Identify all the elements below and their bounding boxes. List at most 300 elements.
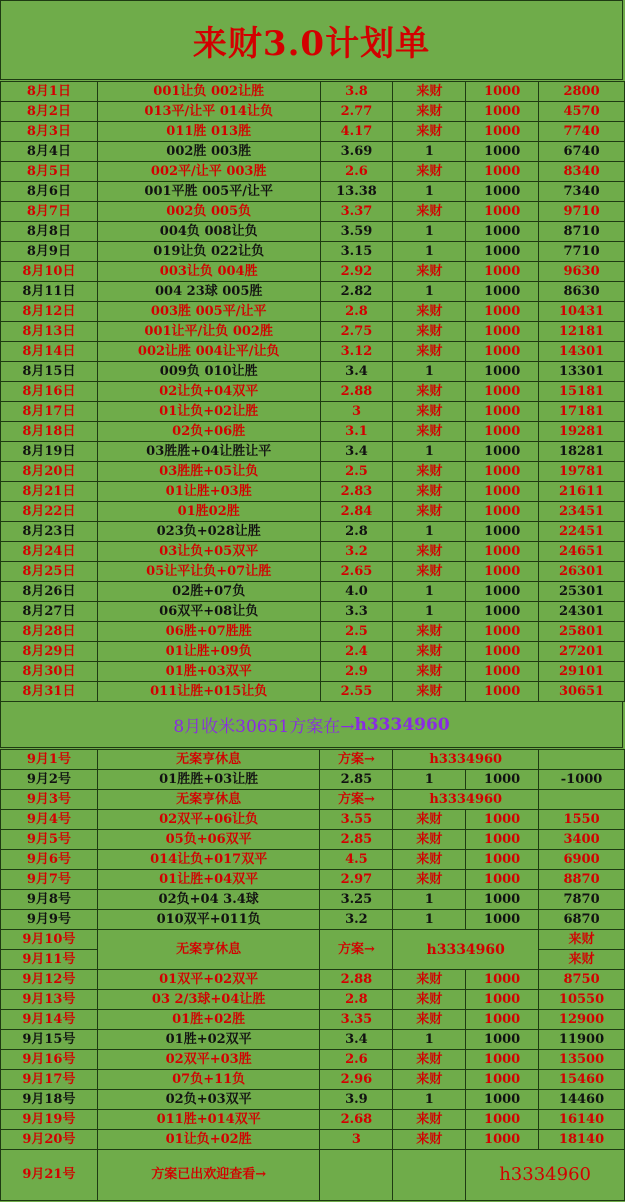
table-row <box>1 502 625 522</box>
row-result: 来财 <box>393 1050 466 1070</box>
row-stake: 1000 <box>466 362 539 382</box>
row-plan: 001让平/让负 002胜 <box>97 322 320 342</box>
table-row <box>1 1090 625 1110</box>
table-row <box>1 810 625 830</box>
row-plan: 02胜+07负 <box>97 582 320 602</box>
row-stake: 1000 <box>466 82 539 102</box>
row-date: 9月5号 <box>1 830 98 850</box>
row-total: 4570 <box>539 102 625 122</box>
row-result: 来财 <box>393 502 466 522</box>
row-plan: 023负+028让胜 <box>97 522 320 542</box>
row-code: h3334960 <box>393 930 539 970</box>
row-date: 9月11号 <box>1 950 98 970</box>
row-result: 来财 <box>393 682 466 702</box>
row-code: h3334960 <box>393 750 539 770</box>
table-row <box>1 1070 625 1090</box>
row-plan: 002平/让平 003胜 <box>97 162 320 182</box>
row-stake: 1000 <box>466 810 539 830</box>
row-odds: 3.2 <box>320 910 393 930</box>
row-date: 8月13日 <box>1 322 98 342</box>
row-stake: 1000 <box>466 770 539 790</box>
row-date: 8月23日 <box>1 522 98 542</box>
table-row <box>1 602 625 622</box>
row-result: 来财 <box>393 990 466 1010</box>
table-row <box>1 182 625 202</box>
row-odds: 3.3 <box>320 602 393 622</box>
table-row <box>1 830 625 850</box>
row-odds: 2.82 <box>320 282 393 302</box>
row-date: 8月15日 <box>1 362 98 382</box>
row-date: 8月19日 <box>1 442 98 462</box>
table-row <box>1 622 625 642</box>
row-plan: 02双平+06让负 <box>97 810 320 830</box>
row-odds: 2.68 <box>320 1110 393 1130</box>
row-plan: 002负 005负 <box>97 202 320 222</box>
table-row <box>1 442 625 462</box>
row-result: 来财 <box>393 1130 466 1150</box>
table-row <box>1 1110 625 1130</box>
table-row <box>1 850 625 870</box>
row-date: 8月22日 <box>1 502 98 522</box>
row-result: 来财 <box>393 542 466 562</box>
row-date: 8月31日 <box>1 682 98 702</box>
row-plan: 02负+03双平 <box>97 1090 320 1110</box>
row-total: 8870 <box>539 870 625 890</box>
table-row <box>1 242 625 262</box>
row-plan: 01让负+02胜 <box>97 1130 320 1150</box>
table-row <box>1 890 625 910</box>
row-total: 7710 <box>539 242 625 262</box>
september-table <box>0 749 625 1201</box>
row-result: 来财 <box>393 850 466 870</box>
row-date: 8月9日 <box>1 242 98 262</box>
row-stake: 1000 <box>466 890 539 910</box>
row-date: 8月14日 <box>1 342 98 362</box>
row-plan: 03 2/3球+04让胜 <box>97 990 320 1010</box>
row-odds: 4.17 <box>320 122 393 142</box>
row-total: 26301 <box>539 562 625 582</box>
row-plan: 010双平+011负 <box>97 910 320 930</box>
row-plan: 02双平+03胜 <box>97 1050 320 1070</box>
row-result: 1 <box>393 522 466 542</box>
row-total: 7740 <box>539 122 625 142</box>
row-odds: 2.88 <box>320 382 393 402</box>
row-result: 1 <box>393 1090 466 1110</box>
row-date: 8月3日 <box>1 122 98 142</box>
row-total: 19281 <box>539 422 625 442</box>
row-stake: 1000 <box>466 262 539 282</box>
row-stake: 1000 <box>466 442 539 462</box>
row-result: 1 <box>393 770 466 790</box>
row-stake: 1000 <box>466 462 539 482</box>
row-total: 22451 <box>539 522 625 542</box>
row-plan: 无案亨休息 <box>97 790 320 810</box>
row-stake: 1000 <box>466 522 539 542</box>
row-plan: 07负+11负 <box>97 1070 320 1090</box>
row-plan: 05负+06双平 <box>97 830 320 850</box>
row-empty <box>320 1150 393 1201</box>
table-row <box>1 642 625 662</box>
table-row <box>1 382 625 402</box>
row-plan: 01让胜+09负 <box>97 642 320 662</box>
row-odds: 2.84 <box>320 502 393 522</box>
row-plan: 06胜+07胜胜 <box>97 622 320 642</box>
table-row <box>1 222 625 242</box>
row-odds: 2.75 <box>320 322 393 342</box>
row-stake: 1000 <box>466 222 539 242</box>
row-plan: 无案亨休息 <box>97 930 320 970</box>
row-code: h3334960 <box>393 790 539 810</box>
row-total: 8630 <box>539 282 625 302</box>
row-date: 8月24日 <box>1 542 98 562</box>
row-arrow: 方案→ <box>320 750 393 770</box>
table-row <box>1 342 625 362</box>
row-stake: 1000 <box>466 910 539 930</box>
row-date: 8月11日 <box>1 282 98 302</box>
row-odds: 3.59 <box>320 222 393 242</box>
row-stake: 1000 <box>466 1010 539 1030</box>
row-total: 14301 <box>539 342 625 362</box>
row-total: 23451 <box>539 502 625 522</box>
row-stake: 1000 <box>466 870 539 890</box>
table-row <box>1 750 625 770</box>
row-stake: 1000 <box>466 970 539 990</box>
row-odds: 2.96 <box>320 1070 393 1090</box>
row-odds: 2.8 <box>320 990 393 1010</box>
row-stake: 1000 <box>466 990 539 1010</box>
row-odds: 2.5 <box>320 622 393 642</box>
row-total: 16140 <box>539 1110 625 1130</box>
row-total: 11900 <box>539 1030 625 1050</box>
row-result: 来财 <box>393 202 466 222</box>
row-stake: 1000 <box>466 542 539 562</box>
row-plan: 01让负+02让胜 <box>97 402 320 422</box>
row-plan: 001平胜 005平/让平 <box>97 182 320 202</box>
row-result: 来财 <box>393 322 466 342</box>
table-row <box>1 82 625 102</box>
row-result: 来财 <box>539 950 625 970</box>
row-result: 来财 <box>393 122 466 142</box>
row-stake: 1000 <box>466 142 539 162</box>
row-result: 来财 <box>393 382 466 402</box>
august-table <box>0 81 625 702</box>
table-row <box>1 402 625 422</box>
row-stake: 1000 <box>466 502 539 522</box>
row-result: 1 <box>393 282 466 302</box>
row-date: 8月21日 <box>1 482 98 502</box>
summary-text: 8月收米30651方案在→ <box>173 717 355 737</box>
row-result: 来财 <box>393 562 466 582</box>
row-stake: 1000 <box>466 642 539 662</box>
row-plan: 02让负+04双平 <box>97 382 320 402</box>
row-plan: 019让负 022让负 <box>97 242 320 262</box>
row-total: 6740 <box>539 142 625 162</box>
row-total: 30651 <box>539 682 625 702</box>
table-row <box>1 562 625 582</box>
row-date: 9月20号 <box>1 1130 98 1150</box>
row-stake: 1000 <box>466 1130 539 1150</box>
row-plan: 013平/让平 014让负 <box>97 102 320 122</box>
row-date: 9月17号 <box>1 1070 98 1090</box>
row-total: 14460 <box>539 1090 625 1110</box>
row-total: 27201 <box>539 642 625 662</box>
table-row <box>1 522 625 542</box>
row-result: 来财 <box>393 262 466 282</box>
row-plan: 011胜+014双平 <box>97 1110 320 1130</box>
row-date: 8月4日 <box>1 142 98 162</box>
row-stake: 1000 <box>466 1070 539 1090</box>
row-date: 8月25日 <box>1 562 98 582</box>
row-date: 9月10号 <box>1 930 98 950</box>
row-plan: 003让负 004胜 <box>97 262 320 282</box>
row-plan: 03胜胜+05让负 <box>97 462 320 482</box>
row-result: 1 <box>393 910 466 930</box>
row-total: -1000 <box>539 770 625 790</box>
row-odds: 2.6 <box>320 162 393 182</box>
row-result: 来财 <box>393 870 466 890</box>
table-row <box>1 1130 625 1150</box>
row-result: 来财 <box>393 810 466 830</box>
row-date: 8月2日 <box>1 102 98 122</box>
row-total: 8750 <box>539 970 625 990</box>
row-odds: 3.55 <box>320 810 393 830</box>
row-odds: 3 <box>320 402 393 422</box>
row-stake: 1000 <box>466 850 539 870</box>
row-odds: 2.55 <box>320 682 393 702</box>
row-plan: 无案亨休息 <box>97 750 320 770</box>
row-stake: 1000 <box>466 1050 539 1070</box>
row-plan: 009负 010让胜 <box>97 362 320 382</box>
row-result: 来财 <box>393 662 466 682</box>
row-plan: 01胜+03双平 <box>97 662 320 682</box>
row-stake: 1000 <box>466 402 539 422</box>
row-date: 8月18日 <box>1 422 98 442</box>
table-row <box>1 102 625 122</box>
row-odds: 13.38 <box>320 182 393 202</box>
row-plan: 05让平让负+07让胜 <box>97 562 320 582</box>
row-stake: 1000 <box>466 182 539 202</box>
row-result: 来财 <box>393 970 466 990</box>
row-total: 7340 <box>539 182 625 202</box>
row-plan: 02负+06胜 <box>97 422 320 442</box>
row-stake: 1000 <box>466 482 539 502</box>
row-plan: 011胜 013胜 <box>97 122 320 142</box>
row-stake: 1000 <box>466 102 539 122</box>
row-result: 1 <box>393 890 466 910</box>
row-total: 12181 <box>539 322 625 342</box>
row-result: 1 <box>393 182 466 202</box>
row-plan: 03让负+05双平 <box>97 542 320 562</box>
row-date: 8月28日 <box>1 622 98 642</box>
row-date: 9月12号 <box>1 970 98 990</box>
row-stake: 1000 <box>466 162 539 182</box>
table-row <box>1 122 625 142</box>
row-stake: 1000 <box>466 202 539 222</box>
row-total: 7870 <box>539 890 625 910</box>
row-odds: 2.65 <box>320 562 393 582</box>
table-row <box>1 422 625 442</box>
row-code: h3334960 <box>466 1150 625 1201</box>
row-result: 来财 <box>393 342 466 362</box>
row-plan: 011让胜+015让负 <box>97 682 320 702</box>
row-total <box>539 750 625 770</box>
row-date: 8月7日 <box>1 202 98 222</box>
row-total: 13301 <box>539 362 625 382</box>
row-result: 来财 <box>393 622 466 642</box>
table-row <box>1 770 625 790</box>
row-odds: 3.35 <box>320 1010 393 1030</box>
row-plan: 01让胜+03胜 <box>97 482 320 502</box>
row-total: 9710 <box>539 202 625 222</box>
row-odds: 2.8 <box>320 302 393 322</box>
row-date: 8月1日 <box>1 82 98 102</box>
august-summary <box>0 701 623 748</box>
table-row <box>1 582 625 602</box>
row-date: 8月16日 <box>1 382 98 402</box>
row-plan: 01胜+02胜 <box>97 1010 320 1030</box>
table-row <box>1 1030 625 1050</box>
row-stake: 1000 <box>466 422 539 442</box>
row-date: 9月7号 <box>1 870 98 890</box>
table-row <box>1 162 625 182</box>
row-date: 9月15号 <box>1 1030 98 1050</box>
row-total <box>539 790 625 810</box>
row-total: 10431 <box>539 302 625 322</box>
row-plan: 方案已出欢迎查看→ <box>97 1150 320 1201</box>
row-total: 10550 <box>539 990 625 1010</box>
row-date: 9月8号 <box>1 890 98 910</box>
row-odds: 4.0 <box>320 582 393 602</box>
row-result: 1 <box>393 142 466 162</box>
row-result: 来财 <box>393 82 466 102</box>
row-result: 来财 <box>393 1110 466 1130</box>
row-total: 15460 <box>539 1070 625 1090</box>
table-row <box>1 302 625 322</box>
row-plan: 002让胜 004让平/让负 <box>97 342 320 362</box>
row-total: 8710 <box>539 222 625 242</box>
row-stake: 1000 <box>466 1030 539 1050</box>
row-odds: 2.85 <box>320 770 393 790</box>
table-row <box>1 1050 625 1070</box>
row-result: 1 <box>393 582 466 602</box>
row-total: 24651 <box>539 542 625 562</box>
row-date: 8月6日 <box>1 182 98 202</box>
table-row <box>1 362 625 382</box>
row-date: 8月29日 <box>1 642 98 662</box>
row-date: 8月5日 <box>1 162 98 182</box>
table-row <box>1 910 625 930</box>
row-plan: 06双平+08让负 <box>97 602 320 622</box>
row-total: 6900 <box>539 850 625 870</box>
row-date: 8月17日 <box>1 402 98 422</box>
row-result: 来财 <box>393 462 466 482</box>
row-date: 9月21号 <box>1 1150 98 1201</box>
row-odds: 3.37 <box>320 202 393 222</box>
row-odds: 3.69 <box>320 142 393 162</box>
row-plan: 03胜胜+04让胜让平 <box>97 442 320 462</box>
row-result: 来财 <box>539 930 625 950</box>
row-date: 9月9号 <box>1 910 98 930</box>
row-odds: 3 <box>320 1130 393 1150</box>
row-stake: 1000 <box>466 662 539 682</box>
row-date: 8月27日 <box>1 602 98 622</box>
row-plan: 01胜胜+03让胜 <box>97 770 320 790</box>
row-plan: 01胜02胜 <box>97 502 320 522</box>
row-odds: 3.2 <box>320 542 393 562</box>
row-stake: 1000 <box>466 830 539 850</box>
row-total: 18140 <box>539 1130 625 1150</box>
table-row <box>1 322 625 342</box>
row-result: 来财 <box>393 642 466 662</box>
row-stake: 1000 <box>466 682 539 702</box>
page-title: 来财3.0计划单 <box>0 0 623 80</box>
row-total: 3400 <box>539 830 625 850</box>
row-empty <box>393 1150 466 1201</box>
table-row <box>1 142 625 162</box>
table-row <box>1 262 625 282</box>
row-total: 25301 <box>539 582 625 602</box>
row-plan: 01双平+02双平 <box>97 970 320 990</box>
row-result: 来财 <box>393 482 466 502</box>
table-row <box>1 1150 625 1201</box>
row-date: 9月4号 <box>1 810 98 830</box>
row-date: 8月10日 <box>1 262 98 282</box>
row-odds: 2.6 <box>320 1050 393 1070</box>
table-row <box>1 1010 625 1030</box>
row-odds: 2.77 <box>320 102 393 122</box>
row-stake: 1000 <box>466 322 539 342</box>
row-total: 25801 <box>539 622 625 642</box>
row-odds: 3.4 <box>320 362 393 382</box>
row-odds: 3.15 <box>320 242 393 262</box>
row-odds: 2.8 <box>320 522 393 542</box>
row-result: 1 <box>393 242 466 262</box>
table-row <box>1 202 625 222</box>
row-odds: 3.4 <box>320 1030 393 1050</box>
table-row <box>1 790 625 810</box>
row-date: 8月30日 <box>1 662 98 682</box>
table-row <box>1 682 625 702</box>
row-date: 9月19号 <box>1 1110 98 1130</box>
row-odds: 2.9 <box>320 662 393 682</box>
row-result: 来财 <box>393 1070 466 1090</box>
table-row <box>1 482 625 502</box>
row-stake: 1000 <box>466 1110 539 1130</box>
row-result: 来财 <box>393 162 466 182</box>
row-date: 8月8日 <box>1 222 98 242</box>
table-row <box>1 662 625 682</box>
row-stake: 1000 <box>466 302 539 322</box>
row-result: 1 <box>393 222 466 242</box>
row-odds: 3.25 <box>320 890 393 910</box>
row-odds: 2.88 <box>320 970 393 990</box>
row-date: 9月13号 <box>1 990 98 1010</box>
row-result: 来财 <box>393 402 466 422</box>
row-total: 17181 <box>539 402 625 422</box>
row-total: 21611 <box>539 482 625 502</box>
row-plan: 003胜 005平/让平 <box>97 302 320 322</box>
row-stake: 1000 <box>466 242 539 262</box>
row-plan: 001让负 002让胜 <box>97 82 320 102</box>
row-arrow: 方案→ <box>320 930 393 970</box>
table-row <box>1 930 625 950</box>
row-date: 9月1号 <box>1 750 98 770</box>
row-stake: 1000 <box>466 602 539 622</box>
row-plan: 002胜 003胜 <box>97 142 320 162</box>
row-total: 9630 <box>539 262 625 282</box>
row-date: 8月26日 <box>1 582 98 602</box>
row-odds: 2.97 <box>320 870 393 890</box>
